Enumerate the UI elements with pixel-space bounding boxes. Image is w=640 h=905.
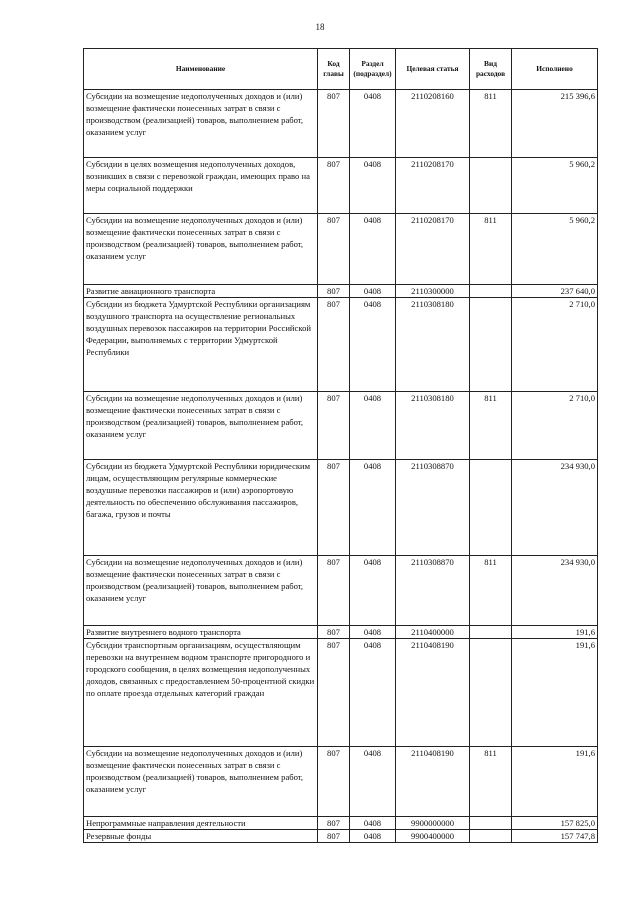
- header-type: Вид расходов: [470, 49, 512, 90]
- cell-section: 0408: [350, 747, 396, 817]
- table-row: [84, 214, 598, 285]
- cell-executed: 191,6: [512, 626, 598, 639]
- cell-name: Субсидии из бюджета Удмуртской Республики организациям воздушного транспорта на осуществление региональных воздушных перевозок пассажиров на территории Российской Федерации, выполняемых с территории Удмуртской Республики: [84, 298, 318, 392]
- cell-target: 2110308870: [396, 556, 470, 626]
- cell-executed: 5 960,2: [512, 214, 598, 285]
- cell-section: 0408: [350, 830, 396, 843]
- cell-type: 811: [470, 392, 512, 460]
- cell-name: Непрограммные направления деятельности: [84, 817, 318, 830]
- cell-executed: 234 930,0: [512, 556, 598, 626]
- cell-name: Субсидии на возмещение недополученных доходов и (или) возмещение фактически понесенных затрат в связи с производством (реализацией) товаров, выполнением работ, оказанием услуг: [84, 214, 318, 285]
- cell-target: 2110308180: [396, 298, 470, 392]
- cell-chapter: 807: [318, 747, 350, 817]
- cell-executed: 2 710,0: [512, 298, 598, 392]
- table-row: [84, 817, 598, 830]
- cell-target: 2110208170: [396, 158, 470, 214]
- cell-type: 811: [470, 747, 512, 817]
- cell-chapter: 807: [318, 830, 350, 843]
- cell-name: Субсидии на возмещение недополученных доходов и (или) возмещение фактически понесенных затрат в связи с производством (реализацией) товаров, выполнением работ, оказанием услуг: [84, 556, 318, 626]
- cell-section: 0408: [350, 817, 396, 830]
- cell-executed: 2 710,0: [512, 392, 598, 460]
- cell-target: 2110208170: [396, 214, 470, 285]
- cell-target: 9900000000: [396, 817, 470, 830]
- cell-chapter: 807: [318, 639, 350, 747]
- cell-section: 0408: [350, 90, 396, 158]
- cell-name: Субсидии транспортным организациям, осуществляющим перевозки на внутреннем водном транспорте пригородного и городского сообщения, в целях возмещения недополученных доходов, связанных с предоставлением 50-процентной скидки по оплате проезда отдельных категорий граждан: [84, 639, 318, 747]
- cell-type: [470, 626, 512, 639]
- cell-chapter: 807: [318, 817, 350, 830]
- cell-type: [470, 817, 512, 830]
- table-header: [84, 49, 598, 90]
- table-row: [84, 830, 598, 843]
- table-row: [84, 747, 598, 817]
- cell-section: 0408: [350, 626, 396, 639]
- table-row: [84, 298, 598, 392]
- cell-executed: 191,6: [512, 639, 598, 747]
- cell-target: 2110400000: [396, 626, 470, 639]
- cell-type: [470, 830, 512, 843]
- cell-executed: 215 396,6: [512, 90, 598, 158]
- page-number: 18: [315, 22, 325, 32]
- cell-executed: 5 960,2: [512, 158, 598, 214]
- cell-executed: 157 825,0: [512, 817, 598, 830]
- table-row: [84, 556, 598, 626]
- cell-name: Субсидии на возмещение недополученных доходов и (или) возмещение фактически понесенных затрат в связи с производством (реализацией) товаров, выполнением работ, оказанием услуг: [84, 747, 318, 817]
- cell-name: Развитие внутреннего водного транспорта: [84, 626, 318, 639]
- cell-type: 811: [470, 556, 512, 626]
- cell-target: 2110300000: [396, 285, 470, 298]
- header-executed: Исполнено: [512, 49, 598, 90]
- cell-chapter: 807: [318, 90, 350, 158]
- cell-executed: 237 640,0: [512, 285, 598, 298]
- table-row: [84, 392, 598, 460]
- header-target: Целевая статья: [396, 49, 470, 90]
- cell-name: Резервные фонды: [84, 830, 318, 843]
- cell-executed: 157 747,8: [512, 830, 598, 843]
- cell-target: 2110408190: [396, 747, 470, 817]
- cell-name: Субсидии на возмещение недополученных доходов и (или) возмещение фактически понесенных затрат в связи с производством (реализацией) товаров, выполнением работ, оказанием услуг: [84, 392, 318, 460]
- cell-type: [470, 298, 512, 392]
- cell-section: 0408: [350, 214, 396, 285]
- cell-chapter: 807: [318, 298, 350, 392]
- table-row: [84, 285, 598, 298]
- cell-executed: 234 930,0: [512, 460, 598, 556]
- cell-target: 2110308180: [396, 392, 470, 460]
- cell-type: 811: [470, 214, 512, 285]
- table-row: [84, 626, 598, 639]
- cell-chapter: 807: [318, 556, 350, 626]
- cell-name: Субсидии на возмещение недополученных доходов и (или) возмещение фактически понесенных затрат в связи с производством (реализацией) товаров, выполнением работ, оказанием услуг: [84, 90, 318, 158]
- cell-section: 0408: [350, 639, 396, 747]
- cell-type: [470, 158, 512, 214]
- cell-target: 2110308870: [396, 460, 470, 556]
- cell-chapter: 807: [318, 626, 350, 639]
- cell-chapter: 807: [318, 392, 350, 460]
- table-row: [84, 639, 598, 747]
- table-body: [84, 90, 598, 843]
- cell-type: [470, 460, 512, 556]
- cell-section: 0408: [350, 285, 396, 298]
- cell-target: 2110408190: [396, 639, 470, 747]
- cell-chapter: 807: [318, 285, 350, 298]
- cell-target: 2110208160: [396, 90, 470, 158]
- cell-section: 0408: [350, 460, 396, 556]
- cell-chapter: 807: [318, 158, 350, 214]
- header-section: Раздел (подраздел): [350, 49, 396, 90]
- cell-type: [470, 639, 512, 747]
- header-name: Наименование: [84, 49, 318, 90]
- cell-name: Развитие авиационного транспорта: [84, 285, 318, 298]
- budget-table: [83, 48, 598, 843]
- cell-name: Субсидии из бюджета Удмуртской Республики юридическим лицам, осуществляющим регулярные коммерческие воздушные перевозки пассажиров и (или) аэропортовую деятельность по обеспечению обслуживания пассажиров, багажа, грузов и почты: [84, 460, 318, 556]
- cell-chapter: 807: [318, 214, 350, 285]
- cell-name: Субсидии в целях возмещения недополученных доходов, возникших в связи с перевозкой граждан, имеющих право на меры социальной поддержки: [84, 158, 318, 214]
- table-row: [84, 158, 598, 214]
- cell-target: 9900400000: [396, 830, 470, 843]
- cell-section: 0408: [350, 556, 396, 626]
- table-row: [84, 460, 598, 556]
- cell-executed: 191,6: [512, 747, 598, 817]
- cell-chapter: 807: [318, 460, 350, 556]
- cell-type: 811: [470, 90, 512, 158]
- cell-section: 0408: [350, 158, 396, 214]
- cell-section: 0408: [350, 392, 396, 460]
- cell-section: 0408: [350, 298, 396, 392]
- header-chapter: Код главы: [318, 49, 350, 90]
- table-row: [84, 90, 598, 158]
- cell-type: [470, 285, 512, 298]
